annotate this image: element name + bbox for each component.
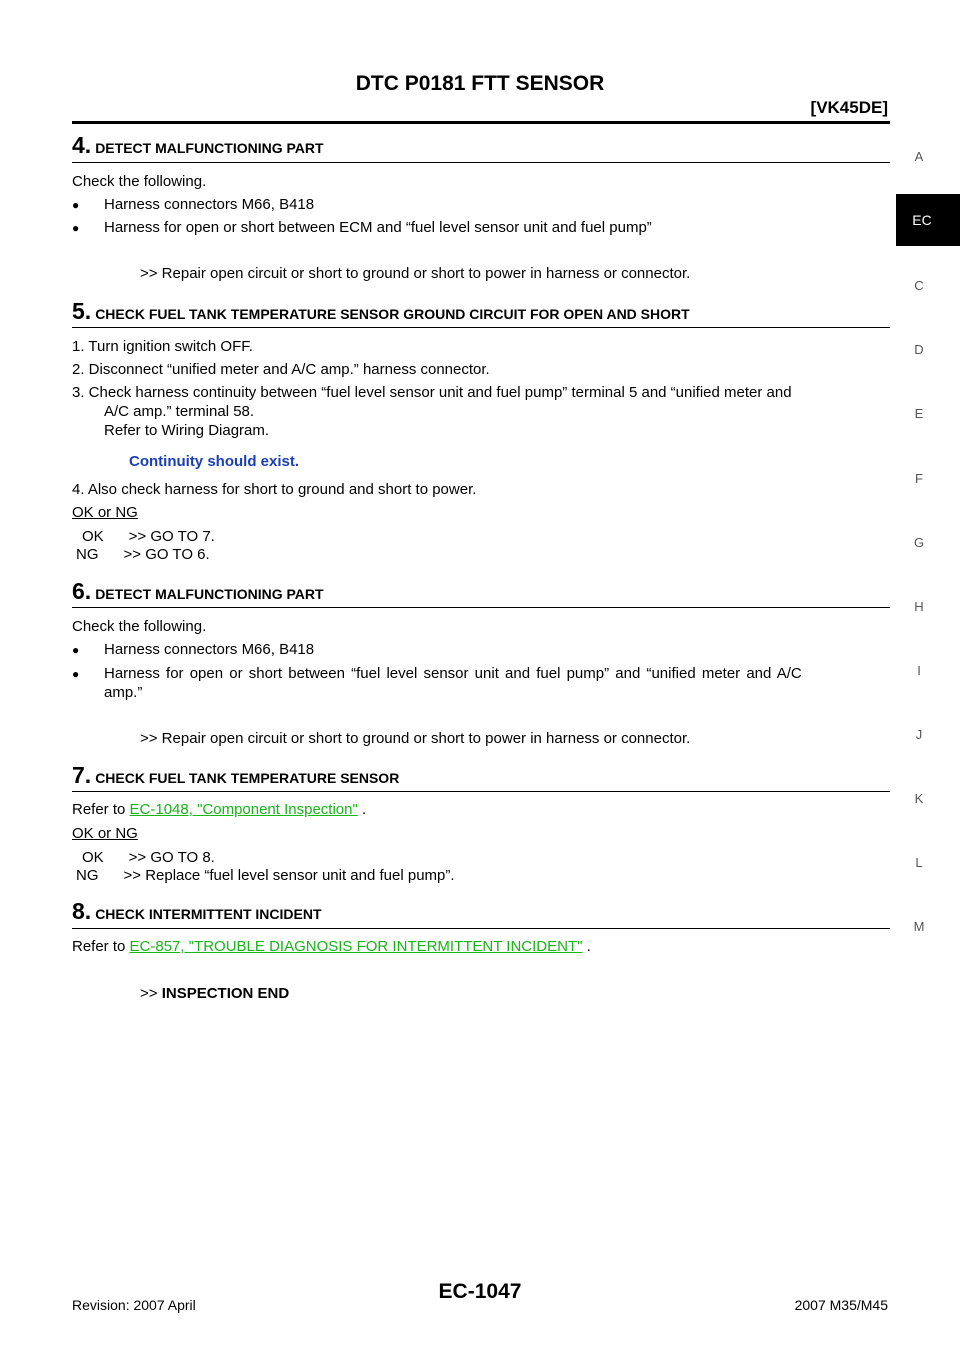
step-6-heading — [72, 578, 324, 605]
step-5-ng: NG >> GO TO 6. — [76, 546, 210, 563]
step-6-bullet-1: Harness connectors M66, B418 — [104, 641, 315, 658]
step-5-rule — [72, 327, 890, 328]
step-7-ok: OK >> GO TO 8. — [82, 849, 215, 866]
step-5-result-label: OK or NG — [72, 504, 138, 521]
bullet-icon: ● — [72, 667, 80, 681]
side-tab-k[interactable]: K — [914, 791, 924, 806]
step-5-item-1: 1. Turn ignition switch OFF. — [72, 338, 253, 355]
step-5-item-3: 3. Check harness continuity between “fuel level sensor unit and fuel pump” terminal 5 and “unified meter and — [72, 384, 792, 401]
bullet-icon: ● — [72, 221, 80, 235]
step-8-title: CHECK INTERMITTENT INCIDENT — [95, 906, 322, 922]
revision-date: Revision: 2007 April — [72, 1297, 196, 1313]
side-tab-h[interactable]: H — [914, 599, 924, 614]
step-4-intro: Check the following. — [72, 173, 207, 190]
intermittent-incident-link[interactable]: EC-857, "TROUBLE DIAGNOSIS FOR INTERMITTENT INCIDENT" — [129, 938, 583, 955]
side-tab-a[interactable]: A — [914, 149, 924, 164]
step-5-number: 5. — [72, 298, 92, 324]
step-5-ok: OK >> GO TO 7. — [82, 528, 215, 545]
step-6-rule — [72, 607, 890, 608]
side-tab-ec-active[interactable] — [896, 194, 960, 246]
step-6-intro: Check the following. — [72, 618, 207, 635]
step-6-bullet-2-cont: amp.” — [104, 684, 143, 701]
step-7-refer-suffix: . — [357, 801, 367, 818]
header-rule — [72, 121, 890, 124]
step-4-number: 4. — [72, 132, 92, 158]
step-5-title: CHECK FUEL TANK TEMPERATURE SENSOR GROUND CIRCUIT FOR OPEN AND SHORT — [95, 306, 690, 322]
bullet-icon: ● — [72, 643, 80, 657]
page-number: EC-1047 — [438, 1280, 522, 1303]
side-tab-ec-label: EC — [912, 212, 932, 228]
step-4-bullet-1: Harness connectors M66, B418 — [104, 196, 315, 213]
step-5-item-3-cont: A/C amp.” terminal 58. — [104, 403, 255, 420]
page-title: DTC P0181 FTT SENSOR — [355, 72, 605, 95]
inspection-end-label: INSPECTION END — [161, 985, 290, 1002]
step-7-heading — [72, 762, 399, 789]
step-7-reference — [72, 801, 366, 818]
bullet-icon: ● — [72, 198, 80, 212]
list-item — [72, 196, 79, 213]
step-8-heading — [72, 898, 322, 925]
step-4-heading — [72, 132, 324, 159]
list-item — [72, 641, 79, 658]
component-inspection-link[interactable]: EC-1048, "Component Inspection" — [129, 801, 358, 818]
step-8-number: 8. — [72, 898, 92, 924]
step-6-bullet-2: Harness for open or short between “fuel level sensor unit and fuel pump” and “unified meter and A/C — [104, 665, 802, 682]
continuity-spec: Continuity should exist. — [129, 453, 300, 470]
side-tab-m[interactable]: M — [913, 919, 925, 934]
step-8-refer-prefix: Refer to — [72, 938, 130, 955]
step-8-rule — [72, 928, 890, 929]
step-5-item-3-ref: Refer to Wiring Diagram. — [104, 422, 270, 439]
side-tab-i[interactable]: I — [917, 663, 921, 678]
step-6-title: DETECT MALFUNCTIONING PART — [95, 586, 324, 602]
step-8-end — [140, 985, 289, 1002]
side-tab-e[interactable]: E — [914, 406, 924, 421]
model-name: 2007 M35/M45 — [794, 1297, 888, 1313]
list-item — [72, 219, 79, 236]
side-tab-f[interactable]: F — [915, 471, 923, 486]
step-7-title: CHECK FUEL TANK TEMPERATURE SENSOR — [95, 770, 400, 786]
step-7-number: 7. — [72, 762, 92, 788]
step-4-action: >> Repair open circuit or short to ground or short to power in harness or connector. — [140, 265, 691, 282]
step-7-rule — [72, 791, 890, 792]
step-7-result-label: OK or NG — [72, 825, 138, 842]
step-8-refer-suffix: . — [582, 938, 591, 955]
side-tab-c[interactable]: C — [914, 278, 924, 293]
step-4-bullet-2: Harness for open or short between ECM and “fuel level sensor unit and fuel pump” — [104, 219, 652, 236]
step-8-end-prefix: >> — [140, 985, 162, 1002]
step-5-item-4: 4. Also check harness for short to ground and short to power. — [72, 481, 477, 498]
step-7-ng: NG >> Replace “fuel level sensor unit and fuel pump”. — [76, 867, 455, 884]
side-tab-l[interactable]: L — [915, 855, 923, 870]
step-8-reference — [72, 938, 591, 955]
side-tab-g[interactable]: G — [913, 535, 925, 550]
step-7-refer-prefix: Refer to — [72, 801, 130, 818]
side-tab-j[interactable]: J — [915, 727, 923, 742]
step-4-rule — [72, 162, 890, 163]
step-6-number: 6. — [72, 578, 92, 604]
side-tab-d[interactable]: D — [914, 342, 924, 357]
step-5-item-2: 2. Disconnect “unified meter and A/C amp.” harness connector. — [72, 361, 490, 378]
engine-code: [VK45DE] — [810, 98, 888, 117]
step-4-title: DETECT MALFUNCTIONING PART — [95, 140, 324, 156]
step-5-heading — [72, 298, 690, 325]
step-6-action: >> Repair open circuit or short to ground or short to power in harness or connector. — [140, 730, 691, 747]
list-item — [72, 665, 79, 682]
